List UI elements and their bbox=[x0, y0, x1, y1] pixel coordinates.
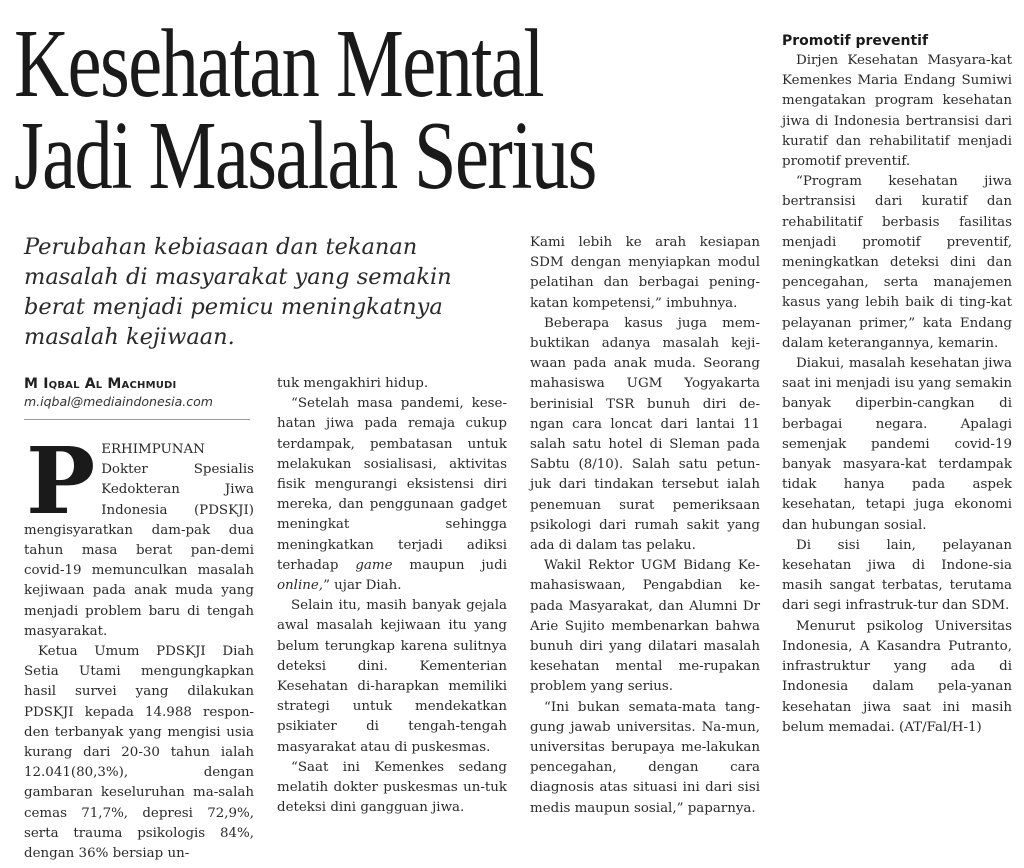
section-subhead: Promotif preventif bbox=[782, 33, 929, 49]
article-column-1 bbox=[24, 427, 254, 864]
headline-line-1: Kesehatan Mental bbox=[14, 10, 544, 118]
paragraph: Ketua Umum PDSKJI Diah Setia Utami mengungkapkan hasil survei yang dilakukan PDSKJI kepada 14.988 respon-den terbanyak yang mengisi usia kurang dari 20-30 tahun ialah 12.041(80,3%), dengan gambaran keseluruhan ma-salah cemas 71,7%, depresi 72,9%, serta trauma psikologis 84%, dengan 36% bersiap un- bbox=[24, 644, 254, 862]
paragraph-text: ” ujar Diah. bbox=[323, 578, 402, 594]
drop-cap: P bbox=[26, 427, 96, 535]
italic-term-game: game bbox=[355, 557, 393, 573]
paragraph: “Saat ini Kemenkes sedang melatih dokter puskesmas un-tuk deteksi dini gangguan jiwa. bbox=[277, 759, 507, 816]
paragraph-text: maupun judi bbox=[392, 557, 507, 573]
paragraph bbox=[277, 394, 507, 596]
paragraph: Kami lebih ke arah kesiapan SDM dengan menyiapkan modul pelatihan dan berbagai pening-katan kompetensi,” imbuhnya. bbox=[530, 235, 760, 311]
paragraph-text: “Setelah masa pandemi, kese-hatan jiwa pada remaja cukup terdampak, pembatasan untuk melakukan sosialisasi, aktivitas fisik mengurangi eksistensi diri mereka, dan penggunaan gadget meningkat sehingga meningkatkan terjadi adiksi terhadap bbox=[277, 396, 507, 573]
paragraph: Beberapa kasus juga mem-buktikan adanya masalah keji-waan pada anak muda. Seorang mahasiswa UGM Yogyakarta berinisial TSR bunuh diri de-ngan cara loncat dari lantai 11 salah satu hotel di Sleman pada Sabtu (8/10). Salah satu petun-juk dari tindakan tersebut ialah penemuan surat pemeriksaan psikologi dari rumah sakit yang ada di dalam tas pelaku. bbox=[530, 315, 760, 554]
article-column-2 bbox=[277, 374, 507, 818]
paragraph: tuk mengakhiri hidup. bbox=[277, 376, 429, 391]
paragraph: Diakui, masalah kesehatan jiwa saat ini menjadi isu yang semakin banyak diperbin-cangkan di berbagai negara. Apalagi semenjak pandemi covid-19 banyak masyara-kat terdampak tidak hanya pada aspek kesehatan, tetapi juga ekonomi dan hubungan sosial. bbox=[782, 356, 1012, 533]
headline-line-2: Jadi Masalah Serius bbox=[14, 102, 596, 210]
article-column-4 bbox=[782, 31, 1012, 738]
italic-term-online: online, bbox=[277, 578, 324, 594]
paragraph: Wakil Rektor UGM Bidang Ke-mahasiswaan, Pengabdian ke-pada Masyarakat, dan Alumni Dr Arie Sujito membenarkan bahwa bunuh diri yang dilatari masalah kesehatan mental me-rupakan problem yang serius. bbox=[530, 558, 760, 695]
lead-paragraph-text: ERHIMPUNAN Dokter Spesialis Kedokteran Jiwa Indonesia (PDSKJI) mengisyaratkan dam-pak dua tahun masa berat pan-demi covid-19 memunculkan masalah kejiwaan pada anak muda yang menjadi problem baru di tengah masyarakat. bbox=[24, 442, 254, 639]
byline bbox=[24, 376, 250, 420]
lead-paragraph bbox=[24, 427, 254, 642]
paragraph: “Program kesehatan jiwa bertransisi dari kuratif dan rehabilitatif berbasis fasilitas menjadi promotif preventif, meningkatkan deteksi dini dan pencegahan, serta manajemen kasus yang lebih baik di ting-kat pelayanan primer,” kata Endang dalam keterangannya, kemarin. bbox=[782, 174, 1012, 351]
deck-subtitle: Perubahan kebiasaan dan tekanan masalah di masyarakat yang semakin berat menjadi pemicu meningkatnya masalah kejiwaan. bbox=[24, 234, 452, 350]
paragraph: Di sisi lain, pelayanan kesehatan jiwa di Indone-sia masih sangat terbatas, terutama dari segi infrastruk-tur dan SDM. bbox=[782, 537, 1012, 614]
paragraph: “Ini bukan semata-mata tang-gung jawab universitas. Na-mun, universitas berupaya me-lakukan pencegahan, dengan cara diagnosis atas situasi ini dari sisi medis maupun sosial,” paparnya. bbox=[530, 699, 760, 816]
paragraph: Dirjen Kesehatan Masyara-kat Kemenkes Maria Endang Sumiwi mengatakan program kesehatan jiwa di Indonesia bertransisi dari kuratif dan rehabilitatif menjadi promotif preventif. bbox=[782, 53, 1012, 170]
paragraph: Selain itu, masih banyak gejala awal masalah kejiwaan itu yang belum terungkap karena sulitnya deteksi dini. Kementerian Kesehatan di-harapkan memiliki strategi untuk mendekatkan psikiater di tengah-tengah masyarakat atau di puskesmas. bbox=[277, 598, 507, 755]
article-column-3 bbox=[530, 233, 760, 819]
author-email: m.iqbal@mediaindonesia.com bbox=[24, 394, 213, 409]
author-name: M Iqbal Al Machmudi bbox=[24, 376, 177, 392]
paragraph: Menurut psikolog Universitas Indonesia, A Kasandra Putranto, infrastruktur yang ada di Indonesia dalam pela-yanan kesehatan jiwa saat ini masih belum memadai. (AT/Fal/H-1) bbox=[782, 618, 1012, 735]
byline-divider bbox=[24, 419, 250, 420]
headline bbox=[14, 10, 607, 210]
